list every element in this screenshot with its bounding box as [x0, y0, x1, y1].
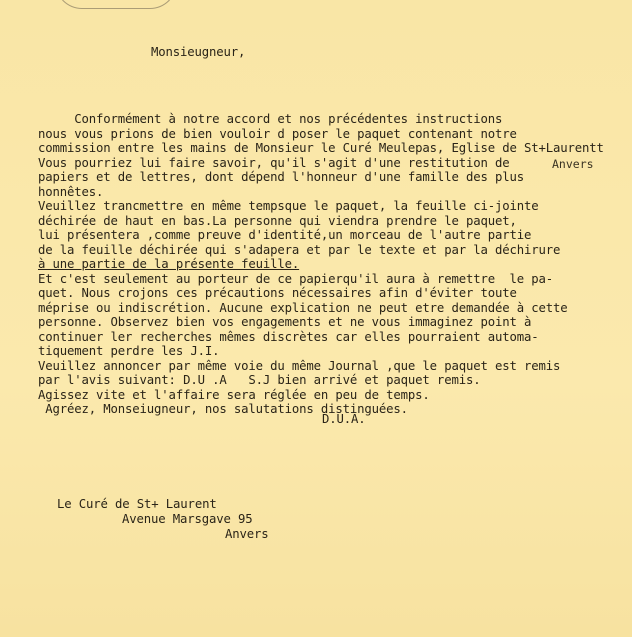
body-line: quet. Nous crojons ces précautions nécessaires afin d'éviter toute [38, 286, 517, 300]
body-line: par l'avis suivant: D.U .A S.J bien arrivé et paquet remis. [38, 373, 481, 387]
body-line: méprise ou indiscrétion. Aucune explication ne peut etre demandée à cette [38, 300, 568, 315]
side-note-anvers: Anvers [552, 157, 594, 171]
body-line: honnêtes. [38, 184, 104, 199]
signature: D.U.A. [322, 412, 366, 426]
body-line: papiers et de lettres, dont dépend l'honneur d'une famille des plus [38, 170, 524, 184]
body-line: continuer ler recherches mêmes discrètes car elles pourraient automa- [38, 329, 539, 344]
body-line: déchirée de haut en bas.La personne qui viendra prendre le paquet, [38, 213, 517, 228]
body-line: Agréez, Monseiugneur, nos salutations distinguées. [38, 402, 408, 416]
salutation: Monsieugneur, [151, 45, 246, 59]
body-line: Conformément à notre accord et nos précédentes instructions [38, 112, 503, 126]
address-line-3: Anvers [225, 527, 269, 541]
body-line-underlined: à une partie de la présente feuille. [38, 257, 300, 271]
body-line: nous vous prions de bien vouloir d poser le paquet contenant notre [38, 126, 517, 141]
body-line: lui présentera ,comme preuve d'identité,un morceau de l'autre partie [38, 228, 532, 242]
address-line-1: Le Curé de St+ Laurent [57, 497, 217, 511]
body-line: personne. Observez bien vos engagements et ne vous immaginez point à [38, 315, 532, 329]
body-line: Agissez vite et l'affaire sera réglée en peu de temps. [38, 387, 430, 402]
ink-mark-decoration [55, 0, 177, 9]
body-line: Et c'est seulement au porteur de ce papierqu'il aura à remettre le pa- [38, 271, 553, 286]
body-line: Veuillez trancmettre en même tempsque le paquet, la feuille ci-jointe [38, 199, 539, 213]
body-line: Veuillez annoncer par même voie du même Journal ,que le paquet est remis [38, 358, 561, 373]
body-line: tiquement perdre les J.I. [38, 344, 220, 358]
body-line: de la feuille déchirée qui s'adapera et par le texte et par la déchirure [38, 242, 561, 257]
body-line: commission entre les mains de Monsieur le Curé Meulepas, Eglise de St+Laurentt [38, 141, 604, 155]
address-line-2: Avenue Marsgave 95 [122, 512, 253, 526]
letter-body [38, 112, 628, 417]
body-line: Vous pourriez lui faire savoir, qu'il s'agit d'une restitution de [38, 155, 510, 170]
